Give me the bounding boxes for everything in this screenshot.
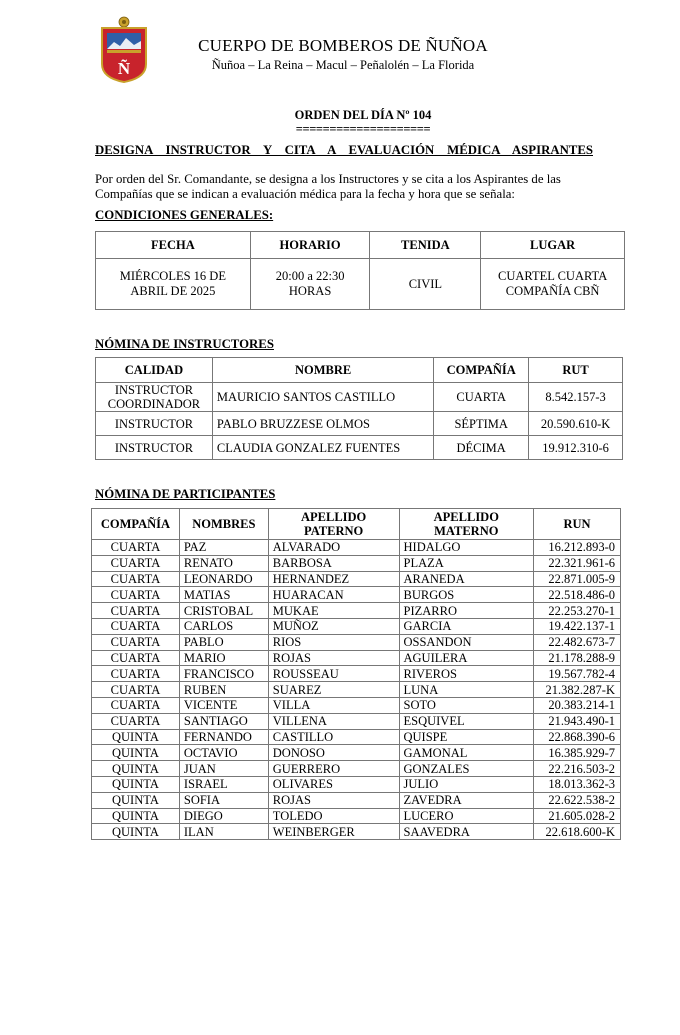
compania-cell: QUINTA (92, 776, 180, 792)
order-separator: ==================== (295, 122, 431, 136)
table-row (92, 697, 621, 713)
nombres-cell: PABLO (179, 634, 268, 650)
run-cell: 21.382.287-K (534, 682, 621, 698)
nombres-cell: FRANCISCO (179, 666, 268, 682)
nombres-cell: MATIAS (179, 587, 268, 603)
apellido-paterno-cell: SUAREZ (268, 682, 399, 698)
horario-cell: 20:00 a 22:30 HORAS (250, 259, 370, 310)
apellido-materno-cell: ZAVEDRA (399, 792, 534, 808)
column-header: RUT (529, 358, 623, 383)
participants-body (92, 540, 621, 840)
nombres-cell: MARIO (179, 650, 268, 666)
apellido-paterno-cell: CASTILLO (268, 729, 399, 745)
run-cell: 22.618.600-K (534, 824, 621, 840)
apellido-paterno-cell: WEINBERGER (268, 824, 399, 840)
apellido-materno-cell: QUISPE (399, 729, 534, 745)
table-row (92, 824, 621, 840)
apellido-paterno-cell: ROUSSEAU (268, 666, 399, 682)
apellido-materno-cell: PLAZA (399, 555, 534, 571)
run-cell: 22.321.961-6 (534, 555, 621, 571)
table-row (92, 776, 621, 792)
run-cell: 21.943.490-1 (534, 713, 621, 729)
nombres-cell: OCTAVIO (179, 745, 268, 761)
run-cell: 20.383.214-1 (534, 697, 621, 713)
table-row (92, 540, 621, 556)
column-header: RUN (534, 509, 621, 540)
table-row (92, 603, 621, 619)
nombre-cell: CLAUDIA GONZALEZ FUENTES (212, 436, 433, 460)
table-row (92, 792, 621, 808)
apellido-paterno-cell: HUARACAN (268, 587, 399, 603)
rut-cell: 19.912.310-6 (529, 436, 623, 460)
nombres-cell: DIEGO (179, 808, 268, 824)
table-row (92, 729, 621, 745)
instructors-heading: NÓMINA DE INSTRUCTORES (95, 337, 274, 351)
calidad-cell: INSTRUCTOR (96, 436, 213, 460)
column-header: COMPAÑÍA (92, 509, 180, 540)
compania-cell: CUARTA (92, 697, 180, 713)
compania-cell: SÉPTIMA (434, 412, 529, 436)
apellido-materno-cell: GONZALES (399, 761, 534, 777)
apellido-paterno-cell: VILLENA (268, 713, 399, 729)
apellido-materno-cell: ARANEDA (399, 571, 534, 587)
compania-cell: QUINTA (92, 824, 180, 840)
table-row (92, 808, 621, 824)
run-cell: 22.482.673-7 (534, 634, 621, 650)
apellido-paterno-cell: DONOSO (268, 745, 399, 761)
nombres-cell: ISRAEL (179, 776, 268, 792)
nombres-cell: CRISTOBAL (179, 603, 268, 619)
run-cell: 18.013.362-3 (534, 776, 621, 792)
run-cell: 19.422.137-1 (534, 618, 621, 634)
apellido-materno-cell: LUNA (399, 682, 534, 698)
table-row (92, 555, 621, 571)
instructors-table (95, 357, 623, 460)
fecha-cell: MIÉRCOLES 16 DE ABRIL DE 2025 (96, 259, 251, 310)
column-header: CALIDAD (96, 358, 213, 383)
compania-cell: CUARTA (92, 682, 180, 698)
column-header: NOMBRE (212, 358, 433, 383)
nombre-cell: PABLO BRUZZESE OLMOS (212, 412, 433, 436)
apellido-materno-cell: AGUILERA (399, 650, 534, 666)
apellido-paterno-cell: TOLEDO (268, 808, 399, 824)
rut-cell: 8.542.157-3 (529, 383, 623, 412)
compania-cell: CUARTA (92, 634, 180, 650)
compania-cell: CUARTA (92, 555, 180, 571)
table-row (96, 383, 623, 412)
run-cell: 22.216.503-2 (534, 761, 621, 777)
compania-cell: CUARTA (92, 540, 180, 556)
table-row (92, 634, 621, 650)
participants-table (91, 508, 621, 840)
compania-cell: QUINTA (92, 745, 180, 761)
run-cell: 16.212.893-0 (534, 540, 621, 556)
nombres-cell: VICENTE (179, 697, 268, 713)
tenida-cell: CIVIL (370, 259, 481, 310)
intro-paragraph: Por orden del Sr. Comandante, se designa a los Instructores y se cita a los Aspirantes de las Compañías que se indican a evaluación médica para la fecha y hora que se señala: (95, 172, 561, 201)
compania-cell: QUINTA (92, 792, 180, 808)
compania-cell: CUARTA (92, 618, 180, 634)
apellido-paterno-cell: ROJAS (268, 650, 399, 666)
compania-cell: DÉCIMA (434, 436, 529, 460)
column-header: COMPAÑÍA (434, 358, 529, 383)
run-cell: 22.622.538-2 (534, 792, 621, 808)
run-cell: 21.605.028-2 (534, 808, 621, 824)
apellido-materno-cell: PIZARRO (399, 603, 534, 619)
run-cell: 22.518.486-0 (534, 587, 621, 603)
order-title: ORDEN DEL DÍA Nº 104 (294, 108, 432, 122)
compania-cell: CUARTA (92, 666, 180, 682)
organization-communes: Ñuñoa – La Reina – Macul – Peñalolén – La Florida (211, 58, 475, 72)
nombres-cell: RUBEN (179, 682, 268, 698)
table-row (92, 682, 621, 698)
apellido-paterno-cell: GUERRERO (268, 761, 399, 777)
apellido-materno-cell: GARCIA (399, 618, 534, 634)
table-row (92, 745, 621, 761)
nombres-cell: ILAN (179, 824, 268, 840)
nombres-cell: SOFIA (179, 792, 268, 808)
calidad-cell: INSTRUCTOR COORDINADOR (96, 383, 213, 412)
compania-cell: CUARTA (92, 571, 180, 587)
conditions-heading: CONDICIONES GENERALES: (95, 208, 274, 222)
apellido-materno-cell: RIVEROS (399, 666, 534, 682)
apellido-materno-cell: GAMONAL (399, 745, 534, 761)
apellido-paterno-cell: ROJAS (268, 792, 399, 808)
run-cell: 22.871.005-9 (534, 571, 621, 587)
run-cell: 16.385.929-7 (534, 745, 621, 761)
compania-cell: CUARTA (434, 383, 529, 412)
nombres-cell: FERNANDO (179, 729, 268, 745)
calidad-cell: INSTRUCTOR (96, 412, 213, 436)
apellido-paterno-cell: BARBOSA (268, 555, 399, 571)
svg-text:Ñ: Ñ (117, 59, 131, 78)
rut-cell: 20.590.610-K (529, 412, 623, 436)
nombres-cell: SANTIAGO (179, 713, 268, 729)
run-cell: 21.178.288-9 (534, 650, 621, 666)
run-cell: 19.567.782-4 (534, 666, 621, 682)
table-row (96, 412, 623, 436)
column-header: LUGAR (481, 232, 625, 259)
conditions-table (95, 231, 625, 310)
compania-cell: CUARTA (92, 650, 180, 666)
table-row (92, 618, 621, 634)
nombre-cell: MAURICIO SANTOS CASTILLO (212, 383, 433, 412)
apellido-materno-cell: SAAVEDRA (399, 824, 534, 840)
column-header: APELLIDO PATERNO (268, 509, 399, 540)
apellido-paterno-cell: VILLA (268, 697, 399, 713)
apellido-paterno-cell: ALVARADO (268, 540, 399, 556)
table-row (92, 571, 621, 587)
compania-cell: QUINTA (92, 729, 180, 745)
apellido-materno-cell: BURGOS (399, 587, 534, 603)
nombres-cell: RENATO (179, 555, 268, 571)
apellido-paterno-cell: MUÑOZ (268, 618, 399, 634)
apellido-materno-cell: SOTO (399, 697, 534, 713)
table-row (92, 761, 621, 777)
table-row (92, 666, 621, 682)
organization-title: CUERPO DE BOMBEROS DE ÑUÑOA (198, 36, 488, 55)
participants-heading: NÓMINA DE PARTICIPANTES (95, 487, 276, 501)
table-row (92, 650, 621, 666)
column-header: FECHA (96, 232, 251, 259)
column-header: APELLIDO MATERNO (399, 509, 534, 540)
table-row (96, 436, 623, 460)
apellido-materno-cell: LUCERO (399, 808, 534, 824)
column-header: HORARIO (250, 232, 370, 259)
run-cell: 22.868.390-6 (534, 729, 621, 745)
apellido-materno-cell: HIDALGO (399, 540, 534, 556)
apellido-materno-cell: JULIO (399, 776, 534, 792)
apellido-paterno-cell: OLIVARES (268, 776, 399, 792)
compania-cell: CUARTA (92, 587, 180, 603)
column-header: NOMBRES (179, 509, 268, 540)
order-subject: DESIGNA INSTRUCTOR Y CITA A EVALUACIÓN MÉDICA ASPIRANTES (95, 143, 593, 157)
nombres-cell: PAZ (179, 540, 268, 556)
column-header: TENIDA (370, 232, 481, 259)
apellido-paterno-cell: MUKAE (268, 603, 399, 619)
table-row (92, 713, 621, 729)
apellido-materno-cell: ESQUIVEL (399, 713, 534, 729)
apellido-paterno-cell: HERNANDEZ (268, 571, 399, 587)
apellido-materno-cell: OSSANDON (399, 634, 534, 650)
nombres-cell: LEONARDO (179, 571, 268, 587)
fire-department-logo (96, 16, 152, 84)
compania-cell: CUARTA (92, 713, 180, 729)
compania-cell: QUINTA (92, 808, 180, 824)
compania-cell: CUARTA (92, 603, 180, 619)
apellido-paterno-cell: RIOS (268, 634, 399, 650)
table-row (92, 587, 621, 603)
run-cell: 22.253.270-1 (534, 603, 621, 619)
nombres-cell: JUAN (179, 761, 268, 777)
nombres-cell: CARLOS (179, 618, 268, 634)
lugar-cell: CUARTEL CUARTA COMPAÑÍA CBÑ (481, 259, 625, 310)
compania-cell: QUINTA (92, 761, 180, 777)
